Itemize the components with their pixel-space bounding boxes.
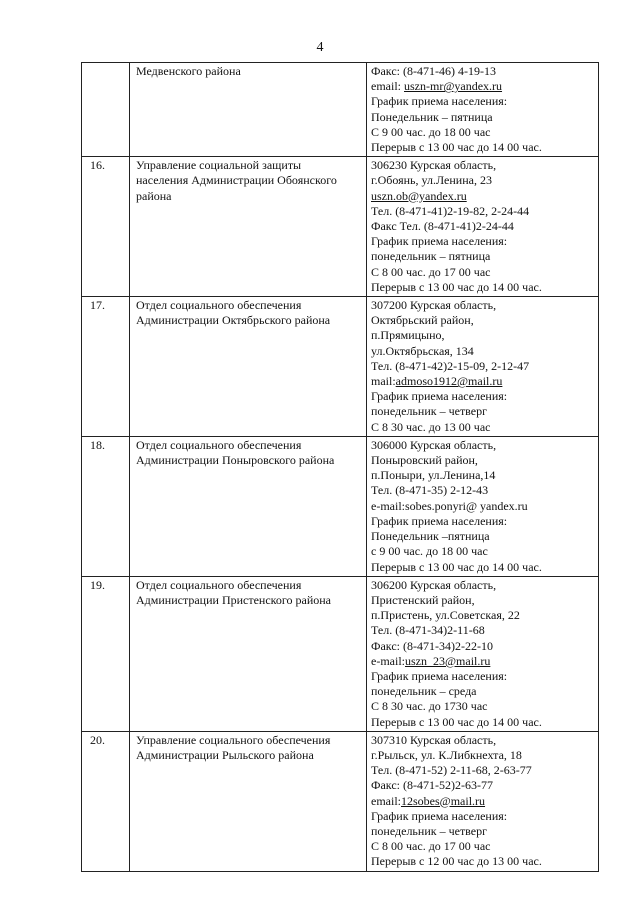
page-number: 4 [316, 40, 324, 55]
contacts-table [81, 62, 599, 872]
organization-name-line: Администрации Пристенского района [136, 592, 332, 607]
contact-info-text: График приема населения: [371, 808, 508, 823]
contact-info-line [371, 654, 595, 669]
contact-info-text: с 9 00 час. до 18 00 час [371, 544, 488, 559]
contact-info-line [371, 404, 595, 419]
contact-info-text: График приема населения: [371, 94, 508, 109]
row-number [82, 63, 130, 157]
organization-name-line: Отдел социального обеспечения [136, 577, 302, 592]
organization-name-line: Управление социальной защиты [136, 158, 302, 173]
contact-info-line [371, 748, 595, 763]
contact-info-text: Пристенский район, [371, 592, 475, 607]
contact-info-line [371, 438, 595, 453]
organization-name [130, 297, 367, 437]
contact-info-text: e-mail:sobes.ponyri@ yandex.ru [371, 498, 528, 513]
contact-info-line [371, 125, 595, 140]
organization-name [130, 63, 367, 157]
table-row [82, 576, 599, 731]
contact-info-line [371, 359, 595, 374]
contact-info-text: С 9 00 час. до 18 00 час [371, 124, 491, 139]
contact-info-line [371, 593, 595, 608]
contact-info-line [371, 110, 595, 125]
contact-info-text: понедельник – среда [371, 684, 477, 699]
contact-info-text: email: [371, 793, 401, 808]
contact-info-line [371, 173, 595, 188]
email-link[interactable]: admoso1912@mail.ru [395, 374, 503, 389]
contact-info-line [371, 280, 595, 295]
contact-info-line [371, 344, 595, 359]
contact-info-line [371, 763, 595, 778]
contact-info-text: п.Прямицыно, [371, 328, 445, 343]
contact-info-line [371, 249, 595, 264]
table-row [82, 731, 599, 871]
contact-info-text: Октябрьский район, [371, 313, 474, 328]
contact-info [367, 157, 599, 297]
contact-info-text: График приема населения: [371, 513, 508, 528]
contact-info-text: Перерыв с 13 00 час до 14 00 час. [371, 714, 542, 729]
contact-info [367, 731, 599, 871]
contact-info-line [371, 234, 595, 249]
contact-info-line [371, 684, 595, 699]
contact-info-text: Тел. (8-471-42)2-15-09, 2-12-47 [371, 358, 530, 373]
contact-info-text: г.Обоянь, ул.Ленина, 23 [371, 173, 492, 188]
organization-name [130, 157, 367, 297]
row-number: 19. [82, 576, 130, 731]
organization-name-line: населения Администрации Обоянского [136, 173, 337, 188]
contact-info-text: Тел. (8-471-35) 2-12-43 [371, 483, 489, 498]
contact-info-text: Факс Тел. (8-471-41)2-24-44 [371, 219, 514, 234]
contact-info-line [371, 699, 595, 714]
organization-name-line: Отдел социального обеспечения [136, 437, 302, 452]
table-row [82, 63, 599, 157]
contact-info-line [371, 623, 595, 638]
contact-info-text: п.Пристень, ул.Советская, 22 [371, 608, 520, 623]
contact-info-text: п.Поныри, ул.Ленина,14 [371, 468, 496, 483]
contact-info-text: График приема населения: [371, 668, 508, 683]
contact-info-line [371, 794, 595, 809]
email-link[interactable]: uszn.ob@yandex.ru [371, 188, 467, 203]
contact-info-line [371, 158, 595, 173]
contact-info-text: С 8 30 час. до 1730 час [371, 699, 488, 714]
contact-info-text: Факс: (8-471-34)2-22-10 [371, 638, 493, 653]
contact-info-line [371, 578, 595, 593]
table-row [82, 436, 599, 576]
contact-info-line [371, 389, 595, 404]
contact-info-text: г.Рыльск, ул. К.Либкнехта, 18 [371, 747, 522, 762]
email-link[interactable]: 12sobes@mail.ru [401, 793, 486, 808]
contact-info-text: e-mail: [371, 653, 405, 668]
contact-info-text: График приема населения: [371, 234, 508, 249]
contact-info-text: Понедельник –пятница [371, 529, 490, 544]
organization-name [130, 731, 367, 871]
contact-info-line [371, 778, 595, 793]
contact-info-line [371, 189, 595, 204]
contact-info-line [371, 204, 595, 219]
contact-info-text: С 8 30 час. до 13 00 час [371, 419, 491, 434]
contact-info-line [371, 64, 595, 79]
contact-info-line [371, 544, 595, 559]
contact-info-text: Перерыв с 13 00 час до 14 00 час. [371, 279, 542, 294]
row-number: 16. [82, 157, 130, 297]
contact-info-line [371, 468, 595, 483]
organization-name-line: Администрации Рыльского района [136, 747, 314, 762]
contact-info-text: Тел. (8-471-41)2-19-82, 2-24-44 [371, 203, 530, 218]
row-number: 20. [82, 731, 130, 871]
contact-info-line [371, 854, 595, 869]
contact-info-text: mail: [371, 374, 396, 389]
contact-info-line [371, 94, 595, 109]
contact-info-line [371, 265, 595, 280]
organization-name [130, 436, 367, 576]
contact-info-line [371, 824, 595, 839]
contact-info-text: Перерыв с 13 00 час до 14 00 час. [371, 140, 542, 155]
contact-info-line [371, 483, 595, 498]
contact-info-text: С 8 00 час. до 17 00 час [371, 839, 491, 854]
email-link[interactable]: uszn-mr@yandex.ru [404, 79, 503, 94]
contact-info [367, 436, 599, 576]
contact-info-line [371, 219, 595, 234]
contact-info-text: 306200 Курская область, [371, 577, 497, 592]
organization-name-line: Администрации Поныровского района [136, 453, 335, 468]
contact-info-text: понедельник – четверг [371, 404, 488, 419]
contact-info-line [371, 608, 595, 623]
contact-info-text: Перерыв с 12 00 час до 13 00 час. [371, 854, 542, 869]
contact-info-line [371, 499, 595, 514]
contact-info-text: понедельник – четверг [371, 823, 488, 838]
organization-name-line: Медвенского района [136, 64, 241, 78]
contact-info-line [371, 298, 595, 313]
contact-info-line [371, 374, 595, 389]
contact-info-text: Понедельник – пятница [371, 109, 493, 124]
organization-name-line: района [136, 188, 172, 203]
contacts-table-body [82, 63, 599, 872]
contact-info-text: Поныровский район, [371, 453, 478, 468]
contact-info-text: Перерыв с 13 00 час до 14 00 час. [371, 559, 542, 574]
contact-info-text: email: [371, 79, 404, 94]
contact-info-text: Тел. (8-471-52) 2-11-68, 2-63-77 [371, 763, 532, 778]
contact-info [367, 576, 599, 731]
contact-info-line [371, 639, 595, 654]
contact-info-text: понедельник – пятница [371, 249, 491, 264]
organization-name-line: Отдел социального обеспечения [136, 298, 302, 313]
contact-info-text: Факс: (8-471-46) 4-19-13 [371, 64, 496, 78]
contact-info-text: График приема населения: [371, 389, 508, 404]
contact-info-line [371, 514, 595, 529]
contact-info-line [371, 669, 595, 684]
contact-info-text: 307200 Курская область, [371, 298, 497, 313]
contact-info-line [371, 140, 595, 155]
contact-info-line [371, 79, 595, 94]
email-link[interactable]: uszn_23@mail.ru [404, 653, 491, 668]
contact-info-line [371, 313, 595, 328]
contact-info [367, 63, 599, 157]
contact-info-text: Факс: (8-471-52)2-63-77 [371, 778, 493, 793]
contact-info [367, 297, 599, 437]
contact-info-line [371, 529, 595, 544]
contact-info-line [371, 809, 595, 824]
contact-info-line [371, 560, 595, 575]
contact-info-text: 306230 Курская область, [371, 158, 497, 173]
contact-info-text: 307310 Курская область, [371, 732, 497, 747]
contact-info-line [371, 453, 595, 468]
contact-info-text: 306000 Курская область, [371, 437, 497, 452]
row-number: 17. [82, 297, 130, 437]
contact-info-line [371, 839, 595, 854]
contact-info-line [371, 733, 595, 748]
contact-info-text: С 8 00 час. до 17 00 час [371, 264, 491, 279]
row-number: 18. [82, 436, 130, 576]
contact-info-line [371, 328, 595, 343]
organization-name-line: Администрации Октябрьского района [136, 313, 331, 328]
table-row [82, 297, 599, 437]
contact-info-text: ул.Октябрьская, 134 [371, 343, 474, 358]
table-row [82, 157, 599, 297]
organization-name-line: Управление социального обеспечения [136, 732, 331, 747]
contact-info-line [371, 420, 595, 435]
contact-info-line [371, 715, 595, 730]
contact-info-text: Тел. (8-471-34)2-11-68 [371, 623, 485, 638]
organization-name [130, 576, 367, 731]
